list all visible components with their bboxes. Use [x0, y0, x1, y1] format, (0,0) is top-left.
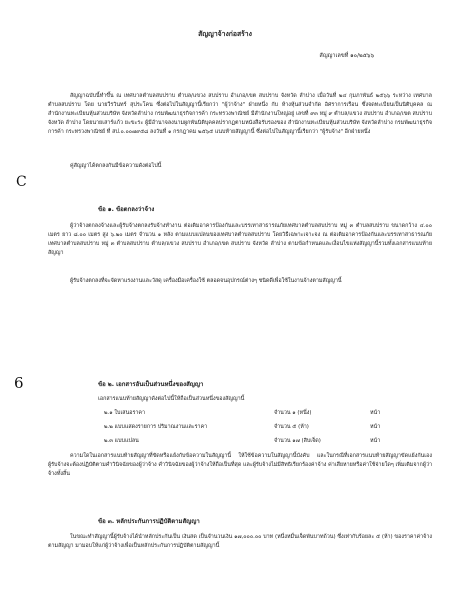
attachment-unit: หน้า — [370, 424, 381, 430]
intro-paragraph — [48, 92, 432, 137]
clause-3-heading: ข้อ ๓. หลักประกันการปฏิบัติตามสัญญา — [98, 518, 200, 525]
agreement-text: คู่สัญญาได้ตกลงกันมีข้อความดังต่อไปนี้ — [70, 163, 162, 169]
attachment-count: จำนวน ๕ (ห้า) — [274, 424, 309, 430]
attachment-name: ๒.๓ แบบแปลน — [104, 438, 139, 444]
clause-1-text-1: ผู้ว่าจ้างตกลงจ้างและผู้รับจ้างตกลงรับจ้างทำงาน ต่อเติมอาคารป้องกันและบรรเทาสาธารณภัยเทศบาลตำบลสบปราบ หมู่ ๓ ตำบลสบปราบ ขนาดกว้าง ๔.๐๐ เมตร ยาว ๘.๐๐ เมตร สูง ๖.๒๐ เมตร จำนวน ๑ หลัง ตามแบบแปลนของเทศบาลตำบลสบปราบ โดยวิธีเฉพาะเจาะจง ณ ต่อเติมอาคารป้องกันและบรรเทาสาธารณภัยเทศบาลตำบลสบปราบ หมู่ ๓ ตำบลสบปราบ ตำบล/แขวง สบปราบ อำเภอ/เขต สบปราบ จังหวัด ลำปาง ตามข้อกำหนดและเงื่อนไขแห่งสัญญานี้รวมทั้งเอกสารแนบท้ายสัญญา — [48, 223, 432, 256]
clause-2-text-2: ความใดในเอกสารแนบท้ายสัญญาที่ขัดหรือแย้งกับข้อความในสัญญานี้ ให้ใช้ข้อความในสัญญานี้บังคับ และในกรณีที่เอกสารแนบท้ายสัญญาขัดแย้งกันเอง ผู้รับจ้างจะต้องปฏิบัติตามคำวินิจฉัยของผู้ว่าจ้าง คำวินิจฉัยของผู้ว่าจ้างให้ถือเป็นที่สุด และผู้รับจ้างไม่มีสิทธิเรียกร้องค่าจ้าง ค่าเสียหายหรือค่าใช้จ่ายใดๆ เพิ่มเติมจากผู้ว่าจ้างทั้งสิ้น — [48, 453, 432, 477]
attachment-row — [104, 423, 404, 432]
clause-2-lead: เอกสารแนบท้ายสัญญาดังต่อไปนี้ให้ถือเป็นส่วนหนึ่งของสัญญานี้ — [98, 396, 245, 402]
intro-text: สัญญาฉบับนี้ทำขึ้น ณ เทศบาลตำบลสบปราบ ตำบล/แขวง สบปราบ อำเภอ/เขต สบปราบ จังหวัด ลำปาง เมื่อวันที่ ๒๔ กุมภาพันธ์ ๒๕๖๖ ระหว่าง เทศบาลตำบลสบปราบ โดย นายวีรวินทร์ สุประโคน ซึ่งต่อไปในสัญญานี้เรียกว่า "ผู้ว่าจ้าง" ฝ่ายหนึ่ง กับ ห้างหุ้นส่วนจำกัด อิศราการเรือน ซึ่งจดทะเบียนเป็นนิติบุคคล ณ สำนักงานทะเบียนหุ้นส่วนบริษัท จังหวัดลำปาง กรมพัฒนาธุรกิจการค้า กระทรวงพาณิชย์ มีสำนักงานใหญ่อยู่ เลขที่ ๙๓ หมู่ ๙ ตำบล/แขวง สบปราบ อำเภอ/เขต สบปราบ จังหวัด ลำปาง โดยนายเสาร์แก้ว ยะขะระ ผู้มีอำนาจลงนามผูกพันนิติบุคคลปรากฏตามหนังสือรับรองของ สำนักงานทะเบียนหุ้นส่วนบริษัท จังหวัดลำปาง กรมพัฒนาธุรกิจการค้า กระทรวงพาณิชย์ ที่ สป.๐.๐๐๗๙๕๘ ลงวันที่ ๑ กรกฎาคม ๒๕๖๕ แนบท้ายสัญญานี้ ซึ่งต่อไปในสัญญานี้เรียกว่า "ผู้รับจ้าง" อีกฝ่ายหนึ่ง — [48, 93, 432, 135]
document-title: สัญญาจ้างก่อสร้าง — [198, 30, 252, 38]
clause-2-heading: ข้อ ๒. เอกสารอันเป็นส่วนหนึ่งของสัญญา — [98, 381, 204, 388]
attachment-name: ๒.๑ ใบเสนอราคา — [104, 410, 146, 416]
clause-1-paragraph-2 — [48, 277, 432, 286]
clause-3-text-1: ในขณะทำสัญญานี้ผู้รับจ้างได้นำหลักประกันเป็น เงินสด เป็นจำนวนเงิน ๑๗,๐๐๐.๐๐ บาท (หนึ่งหมื่นเจ็ดพันบาทถ้วน) ซึ่งเท่ากับร้อยละ ๕ (ห้า) ของราคาค่าจ้างตามสัญญา มามอบให้แก่ผู้ว่าจ้างเพื่อเป็นหลักประกันการปฏิบัติตามสัญญานี้ — [48, 534, 432, 549]
margin-handwritten-mark: C — [16, 174, 27, 190]
clause-1-paragraph-1 — [48, 222, 432, 258]
agreement-line — [48, 162, 432, 171]
contract-number: สัญญาเลขที่ ๑๐/๒๕๖๖ — [319, 53, 374, 59]
attachment-name: ๒.๒ แบบแสดงรายการ ปริมาณงานและราคา — [104, 424, 208, 430]
attachment-count: จำนวน ๑๗ (สิบเจ็ด) — [274, 438, 321, 444]
clause-3-paragraph-1 — [48, 533, 432, 551]
margin-handwritten-mark: 6 — [14, 374, 24, 392]
attachment-count: จำนวน ๑ (หนึ่ง) — [274, 410, 312, 416]
clause-1-heading: ข้อ ๑. ข้อตกลงว่าจ้าง — [98, 206, 155, 213]
attachment-unit: หน้า — [370, 438, 381, 444]
clause-2-paragraph-2 — [48, 452, 432, 479]
clause-1-text-2: ผู้รับจ้างตกลงที่จะจัดหาแรงงานและวัสดุ เครื่องมือเครื่องใช้ ตลอดจนอุปกรณ์ต่างๆ ชนิดดีเพื่อใช้ในงานจ้างตามสัญญานี้ — [70, 278, 342, 284]
attachment-row — [104, 437, 404, 446]
attachment-unit: หน้า — [370, 410, 381, 416]
attachment-row — [104, 409, 404, 418]
